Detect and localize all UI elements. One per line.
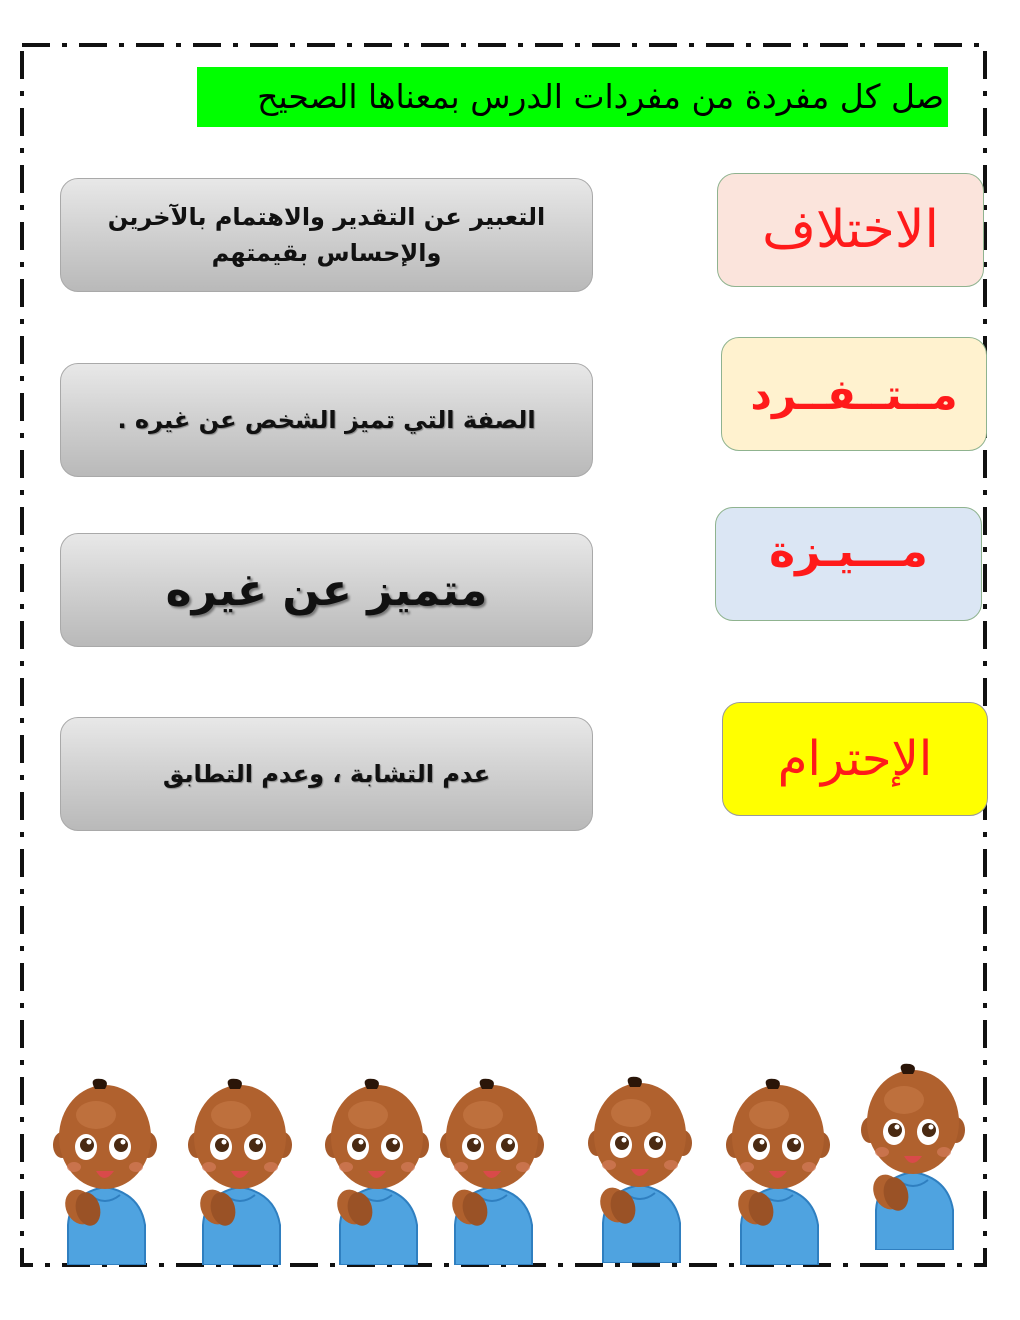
word-card-4[interactable] (722, 702, 988, 816)
baby-illustration (50, 1075, 160, 1265)
definition-card-3[interactable] (60, 533, 593, 647)
word-card-1[interactable] (717, 173, 984, 287)
baby-illustration (322, 1075, 432, 1265)
word-text: الاختلاف (762, 200, 939, 260)
word-card-3[interactable] (715, 507, 982, 621)
definition-text: الصفة التي تميز الشخص عن غيره . (117, 406, 536, 434)
definition-text: التعبير عن التقدير والاهتمام بالآخرين والإحساس بقيمتهم (107, 203, 546, 267)
instruction-title: صل كل مفردة من مفردات الدرس بمعناها الصحيح (197, 67, 948, 127)
baby-illustration (585, 1073, 695, 1263)
baby-illustrations-row (40, 1055, 990, 1255)
word-text: مــتــفــرد (750, 369, 958, 419)
definition-card-2[interactable] (60, 363, 593, 477)
definition-text: عدم التشابة ، وعدم التطابق (162, 760, 491, 788)
definition-card-1[interactable] (60, 178, 593, 292)
word-card-2[interactable] (721, 337, 987, 451)
baby-illustration (437, 1075, 547, 1265)
word-text: الإحترام (777, 731, 933, 787)
baby-illustration (723, 1075, 833, 1265)
baby-illustration (858, 1060, 968, 1250)
word-text: مـــيـزة (769, 526, 928, 577)
definition-card-4[interactable] (60, 717, 593, 831)
baby-illustration (185, 1075, 295, 1265)
definition-text: متميز عن غيره (165, 564, 488, 616)
